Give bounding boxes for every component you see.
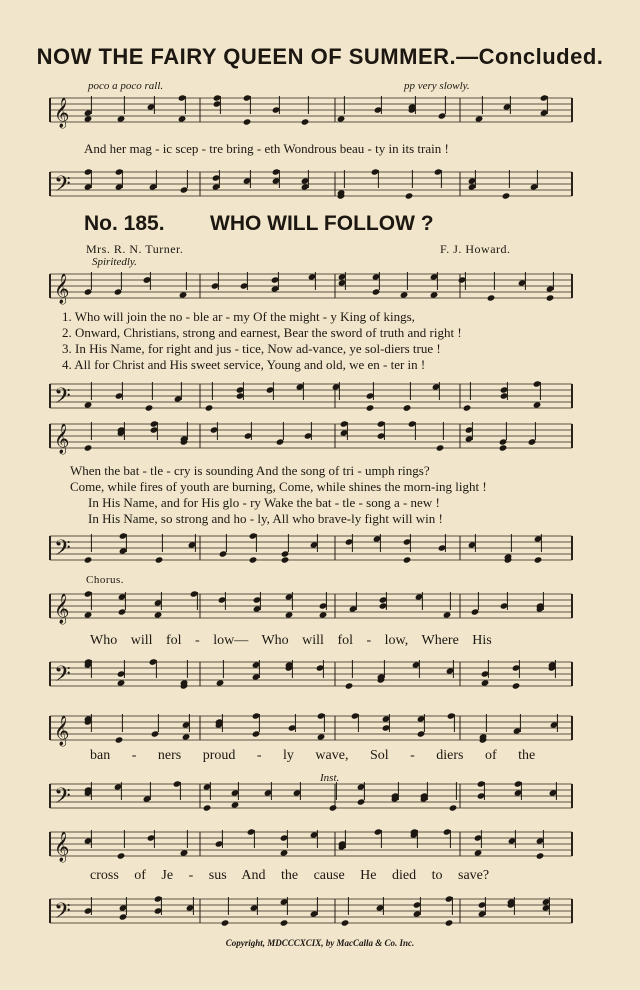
verse-line [62, 309, 415, 325]
verse-number: 3. [62, 341, 72, 356]
verse-line: Come, while fires of youth are burning, Come, while shines the morn-ing light ! [70, 479, 487, 494]
composer: F. J. Howard. [440, 242, 511, 256]
bass-staff [0, 378, 640, 418]
dynamics-right: pp very slowly. [404, 80, 470, 92]
staff-drawing [0, 656, 640, 696]
verse-number: 2. [62, 325, 72, 340]
author: Mrs. R. N. Turner. [86, 242, 184, 256]
svg-text:𝄢: 𝄢 [54, 899, 71, 929]
svg-text:𝄢: 𝄢 [54, 536, 71, 566]
verse-number: 1. [62, 309, 72, 324]
staff-drawing [0, 92, 640, 132]
dynamics-left: poco a poco rall. [88, 80, 164, 92]
staff-drawing [0, 166, 640, 206]
verse-line [62, 325, 462, 341]
verse-line: In His Name, so strong and ho - ly, All who brave-ly fight will win ! [88, 511, 443, 526]
verse-number: 4. [62, 357, 72, 372]
treble-staff [0, 92, 640, 132]
staff-drawing [0, 588, 640, 628]
section-title: NOW THE FAIRY QUEEN OF SUMMER.—Concluded. [36, 44, 604, 69]
bass-staff [0, 530, 640, 570]
staff-drawing [0, 378, 640, 418]
svg-text:𝄢: 𝄢 [54, 784, 71, 814]
svg-text:𝄢: 𝄢 [54, 172, 71, 202]
tempo-marking: Spiritedly. [92, 256, 137, 268]
chorus-lyric: cross of Je - sus And the cause He died to save? [90, 868, 490, 883]
staff-drawing [0, 268, 640, 308]
staff-drawing [0, 826, 640, 866]
chorus-label: Chorus. [86, 574, 125, 586]
lyric-line: And her mag - ic scep - tre bring - eth Wondrous beau - ty in its train ! [84, 141, 449, 156]
inst-label: Inst. [320, 772, 340, 784]
verse-line: When the bat - tle - cry is sounding And the song of tri - umph rings? [70, 463, 430, 478]
treble-staff [0, 826, 640, 866]
verse-text: In His Name, for right and jus - tice, Now ad-vance, ye sol-diers true ! [75, 341, 441, 356]
svg-text:𝄢: 𝄢 [54, 662, 71, 692]
hymn-title: WHO WILL FOLLOW ? [210, 212, 434, 235]
copyright: Copyright, MDCCCXCIX, by MacCalla & Co. Inc. [225, 938, 415, 948]
bass-staff [0, 893, 640, 933]
svg-text:𝄞: 𝄞 [54, 716, 70, 746]
bass-staff [0, 166, 640, 206]
chorus-lyric: Who will fol - low— Who will fol - low, Where His [90, 633, 492, 648]
verse-line: In His Name, and for His glo - ry Wake the bat - tle - song a - new ! [88, 495, 440, 510]
verse-line [62, 357, 425, 373]
treble-staff [0, 418, 640, 458]
svg-text:𝄞: 𝄞 [54, 832, 70, 862]
bass-staff [0, 656, 640, 696]
verse-text: All for Christ and His sweet service, Young and old, we en - ter in ! [74, 357, 426, 372]
treble-staff [0, 588, 640, 628]
hymn-number: No. 185. [84, 212, 165, 235]
svg-text:𝄞: 𝄞 [54, 98, 70, 128]
svg-text:𝄞: 𝄞 [54, 274, 70, 304]
treble-staff [0, 710, 640, 750]
staff-drawing [0, 418, 640, 458]
verse-text: Who will join the no - ble ar - my Of the might - y King of kings, [74, 309, 415, 324]
verse-line [62, 341, 441, 357]
staff-drawing [0, 530, 640, 570]
svg-text:𝄢: 𝄢 [54, 384, 71, 414]
verse-text: Onward, Christians, strong and earnest, Bear the sword of truth and right ! [75, 325, 462, 340]
staff-drawing [0, 710, 640, 750]
bass-staff [0, 778, 640, 818]
svg-text:𝄞: 𝄞 [54, 594, 70, 624]
svg-text:𝄞: 𝄞 [54, 424, 70, 454]
treble-staff [0, 268, 640, 308]
staff-drawing [0, 893, 640, 933]
chorus-lyric: ban - ners proud - ly wave, Sol - diers of the [90, 748, 536, 763]
staff-drawing [0, 778, 640, 818]
